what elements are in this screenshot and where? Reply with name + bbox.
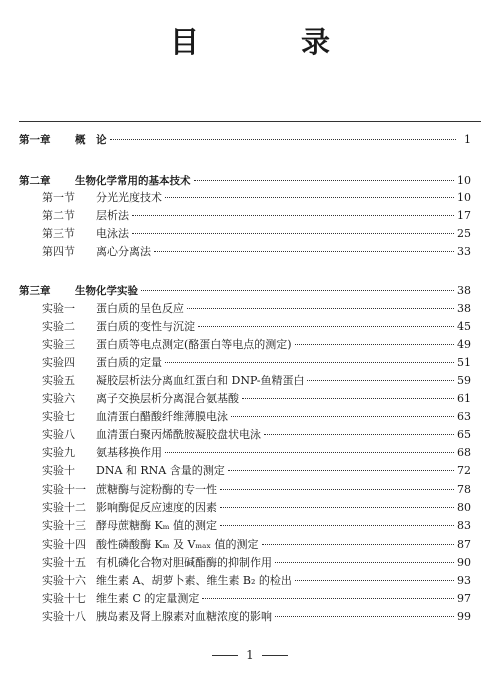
- page-number: 51: [457, 356, 471, 369]
- leader-dots: [132, 214, 454, 216]
- experiment-title: 凝胶层析法分离血红蛋白和 DNP-鱼精蛋白: [96, 374, 305, 387]
- leader-dots: [154, 250, 454, 252]
- page-number: 63: [457, 410, 471, 423]
- leader-dots: [231, 415, 454, 417]
- page-number: 68: [457, 446, 471, 459]
- experiment-title: DNA 和 RNA 含量的测定: [96, 464, 225, 477]
- page-number: 1: [464, 133, 471, 146]
- experiment-number: 实验十五: [42, 556, 86, 569]
- toc-chapter-1[interactable]: [19, 131, 471, 149]
- page-number: 59: [457, 374, 471, 387]
- experiment-title: 蛋白质的定量: [96, 356, 162, 369]
- experiment-title: 酸性磷酸酶 Kₘ 及 Vₘₐₓ 值的测定: [96, 538, 259, 551]
- chapter-number: 第二章: [19, 175, 51, 187]
- experiment-number: 实验十六: [42, 574, 86, 587]
- experiment-title: 蔗糖酶与淀粉酶的专一性: [96, 483, 217, 496]
- toc-experiment[interactable]: [42, 372, 471, 390]
- section-title: 分光光度技术: [96, 191, 162, 204]
- experiment-number: 实验六: [42, 392, 75, 405]
- leader-dots: [141, 289, 454, 291]
- page-number: 45: [457, 320, 471, 333]
- toc-section[interactable]: [42, 207, 471, 225]
- page-number: 49: [457, 338, 471, 351]
- page-number: 93: [457, 574, 471, 587]
- page-number: 38: [457, 302, 471, 315]
- experiment-title: 蛋白质的呈色反应: [96, 302, 184, 315]
- chapter-number: 第三章: [19, 285, 51, 297]
- experiment-title: 酵母蔗糖酶 Kₘ 值的测定: [96, 519, 217, 532]
- toc-experiment[interactable]: [42, 300, 471, 318]
- chapter-title: 生物化学常用的基本技术: [75, 175, 191, 187]
- experiment-number: 实验十三: [42, 519, 86, 532]
- leader-dots: [110, 138, 457, 140]
- experiment-number: 实验十二: [42, 501, 86, 514]
- experiment-title: 血清蛋白醋酸纤维薄膜电泳: [96, 410, 228, 423]
- leader-dots: [307, 379, 454, 381]
- leader-dots: [275, 561, 454, 563]
- toc-experiment[interactable]: [42, 408, 471, 426]
- leader-dots: [228, 469, 454, 471]
- toc-experiment[interactable]: [42, 590, 471, 608]
- section-title: 电泳法: [96, 227, 129, 240]
- toc-section[interactable]: [42, 243, 471, 261]
- page-number: 72: [457, 464, 471, 477]
- page-number: 97: [457, 592, 471, 605]
- experiment-title: 蛋白质等电点测定(酪蛋白等电点的测定): [96, 338, 292, 351]
- experiment-number: 实验七: [42, 410, 75, 423]
- toc-experiment[interactable]: [42, 517, 471, 535]
- leader-dots: [198, 325, 454, 327]
- leader-dots: [220, 524, 454, 526]
- toc-experiment[interactable]: [42, 572, 471, 590]
- toc-experiment[interactable]: [42, 481, 471, 499]
- experiment-number: 实验十四: [42, 538, 86, 551]
- toc-experiment[interactable]: [42, 354, 471, 372]
- toc-experiment[interactable]: [42, 499, 471, 517]
- section-number: 第四节: [42, 245, 75, 258]
- page-number: 10: [457, 174, 471, 187]
- page-number: 78: [457, 483, 471, 496]
- experiment-number: 实验十八: [42, 610, 86, 623]
- footer-page-number: 1: [246, 648, 254, 662]
- toc-section[interactable]: [42, 225, 471, 243]
- leader-dots: [264, 433, 454, 435]
- page-number: 80: [457, 501, 471, 514]
- leader-dots: [202, 597, 454, 599]
- page-number: 17: [457, 209, 471, 222]
- experiment-number: 实验九: [42, 446, 75, 459]
- experiment-title: 维生素 A、胡萝卜素、维生素 B₂ 的检出: [96, 574, 292, 587]
- toc-experiment[interactable]: [42, 426, 471, 444]
- toc-experiment[interactable]: [42, 390, 471, 408]
- experiment-title: 影响酶促反应速度的因素: [96, 501, 217, 514]
- page-number: 38: [457, 284, 471, 297]
- toc-chapter-2[interactable]: [19, 172, 471, 190]
- experiment-number: 实验三: [42, 338, 75, 351]
- page-number: 90: [457, 556, 471, 569]
- page-number: 65: [457, 428, 471, 441]
- toc-experiment[interactable]: [42, 318, 471, 336]
- leader-dots: [242, 397, 454, 399]
- leader-dots: [187, 307, 454, 309]
- leader-dots: [262, 543, 454, 545]
- leader-dots: [165, 361, 454, 363]
- leader-dots: [295, 579, 454, 581]
- experiment-title: 有机磷化合物对胆碱酯酶的抑制作用: [96, 556, 272, 569]
- footer-dash-right: [262, 655, 288, 656]
- page-number: 61: [457, 392, 471, 405]
- toc-experiment[interactable]: [42, 554, 471, 572]
- leader-dots: [275, 615, 454, 617]
- experiment-number: 实验十: [42, 464, 75, 477]
- section-title: 离心分离法: [96, 245, 151, 258]
- experiment-title: 胰岛素及肾上腺素对血糖浓度的影响: [96, 610, 272, 623]
- page-number: 25: [457, 227, 471, 240]
- experiment-title: 离子交换层析分离混合氨基酸: [96, 392, 239, 405]
- section-number: 第二节: [42, 209, 75, 222]
- toc-section[interactable]: [42, 189, 471, 207]
- experiment-number: 实验五: [42, 374, 75, 387]
- experiment-number: 实验二: [42, 320, 75, 333]
- chapter-title: 概 论: [75, 134, 107, 146]
- toc-chapter-3[interactable]: [19, 282, 471, 300]
- title-divider: [19, 121, 481, 122]
- toc-experiment[interactable]: [42, 336, 471, 354]
- leader-dots: [220, 488, 454, 490]
- page-number: 87: [457, 538, 471, 551]
- experiment-title: 蛋白质的变性与沉淀: [96, 320, 195, 333]
- toc-title: 目 录: [169, 25, 377, 59]
- leader-dots: [295, 343, 454, 345]
- experiment-number: 实验八: [42, 428, 75, 441]
- page-number: 83: [457, 519, 471, 532]
- toc-experiment[interactable]: [42, 608, 471, 626]
- chapter-number: 第一章: [19, 134, 51, 146]
- page-number: 33: [457, 245, 471, 258]
- leader-dots: [220, 506, 454, 508]
- footer-dash-left: [212, 655, 238, 656]
- section-title: 层析法: [96, 209, 129, 222]
- page-footer: [0, 648, 500, 662]
- leader-dots: [132, 232, 454, 234]
- chapter-title: 生物化学实验: [75, 285, 138, 297]
- experiment-number: 实验四: [42, 356, 75, 369]
- experiment-number: 实验十七: [42, 592, 86, 605]
- experiment-title: 维生素 C 的定量测定: [96, 592, 200, 605]
- page-number: 99: [457, 610, 471, 623]
- experiment-number: 实验一: [42, 302, 75, 315]
- toc-experiment[interactable]: [42, 536, 471, 554]
- experiment-title: 氨基移换作用: [96, 446, 162, 459]
- leader-dots: [165, 196, 454, 198]
- section-number: 第三节: [42, 227, 75, 240]
- leader-dots: [194, 179, 455, 181]
- experiment-number: 实验十一: [42, 483, 86, 496]
- leader-dots: [165, 451, 454, 453]
- experiment-title: 血清蛋白聚丙烯酰胺凝胶盘状电泳: [96, 428, 261, 441]
- toc-experiment[interactable]: [42, 444, 471, 462]
- toc-experiment[interactable]: [42, 462, 471, 480]
- section-number: 第一节: [42, 191, 75, 204]
- page-number: 10: [457, 191, 471, 204]
